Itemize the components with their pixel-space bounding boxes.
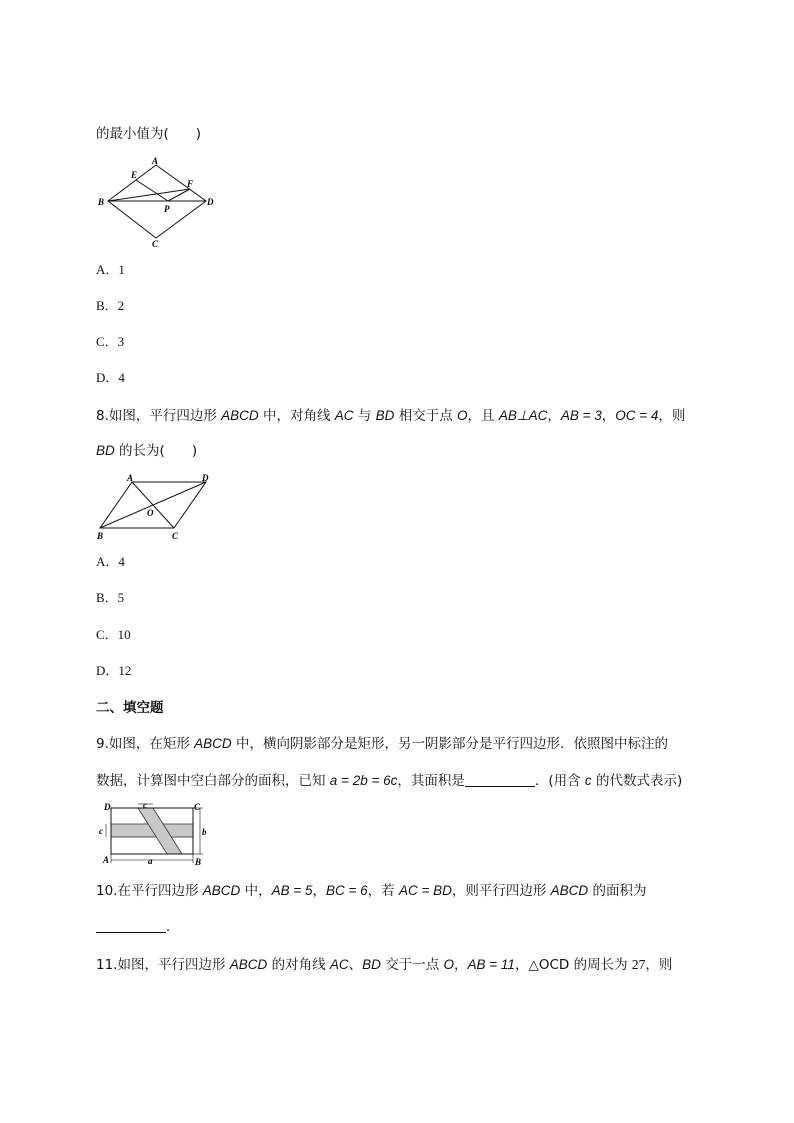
q8-stem-line2: BD 的长为( ) bbox=[96, 443, 198, 459]
q9-stem-line2: 数据，计算图中空白部分的面积，已知 a = 2b = 6c，其面积是 ．(用含 c 的代数式表示) bbox=[96, 773, 683, 789]
q9-label-a-length: a bbox=[148, 856, 153, 866]
q8-option-a: A．4 bbox=[96, 554, 125, 569]
q8-stem-line1: 8.如图，平行四边形 ABCD 中，对角线 AC 与 BD 相交于点 O，且 AB⊥AC，AB = 3，OC = 4，则 bbox=[96, 408, 686, 424]
q7-option-c: C．3 bbox=[96, 334, 125, 349]
section-heading-fill-in: 二、填空题 bbox=[96, 700, 164, 716]
q11-stem-line1: 11.如图，平行四边形 ABCD 的对角线 AC、BD 交于一点 O，AB = 11，△OCD 的周长为 27，则 bbox=[96, 957, 673, 973]
q8-option-b: B．5 bbox=[96, 590, 125, 605]
q9-figure bbox=[96, 802, 214, 866]
q9-label-c-left: c bbox=[99, 826, 103, 836]
q8-label-c: C bbox=[172, 531, 179, 541]
q9-answer-blank[interactable] bbox=[465, 772, 535, 787]
q8-option-c: C．10 bbox=[96, 627, 131, 642]
q7-label-a: A bbox=[152, 156, 159, 166]
q8-option-d: D．12 bbox=[96, 663, 132, 678]
q8-figure bbox=[94, 472, 218, 542]
q8-label-o: O bbox=[147, 508, 154, 518]
q7-stem-tail: 的最小值为( ) bbox=[96, 126, 202, 142]
q8-label-d: D bbox=[202, 473, 209, 483]
q7-option-b: B．2 bbox=[96, 298, 125, 313]
q8-label-a: A bbox=[127, 473, 134, 483]
q9-stem-line1: 9.如图，在矩形 ABCD 中，横向阴影部分是矩形，另一阴影部分是平行四边形．依照图中标注的 bbox=[96, 736, 668, 752]
q9-label-a-vertex: A bbox=[103, 855, 110, 865]
q7-label-p: P bbox=[164, 204, 170, 214]
q7-figure bbox=[96, 156, 220, 248]
q7-label-f: F bbox=[187, 179, 194, 189]
q7-option-a: A．1 bbox=[96, 262, 125, 277]
q7-label-d: D bbox=[207, 197, 214, 207]
q9-label-c: C bbox=[194, 802, 201, 812]
q7-segment-bf bbox=[108, 189, 190, 201]
q9-label-c-top: c bbox=[143, 802, 147, 810]
q7-option-d: D．4 bbox=[96, 370, 125, 385]
q8-label-b: B bbox=[97, 531, 104, 541]
q9-label-b-vertex: B bbox=[195, 857, 202, 866]
q7-label-b: B bbox=[98, 197, 105, 207]
q10-answer-blank[interactable] bbox=[96, 918, 166, 933]
q9-label-b-length: b bbox=[202, 827, 207, 837]
q7-segment-ep bbox=[136, 180, 168, 201]
q7-label-c: C bbox=[152, 239, 159, 248]
q7-label-e: E bbox=[131, 170, 138, 180]
q10-stem-line1: 10.在平行四边形 ABCD 中，AB = 5，BC = 6，若 AC = BD，则平行四边形 ABCD 的面积为 bbox=[96, 883, 647, 899]
q9-label-d: D bbox=[104, 802, 111, 812]
q10-stem-line2: ． bbox=[96, 917, 180, 937]
